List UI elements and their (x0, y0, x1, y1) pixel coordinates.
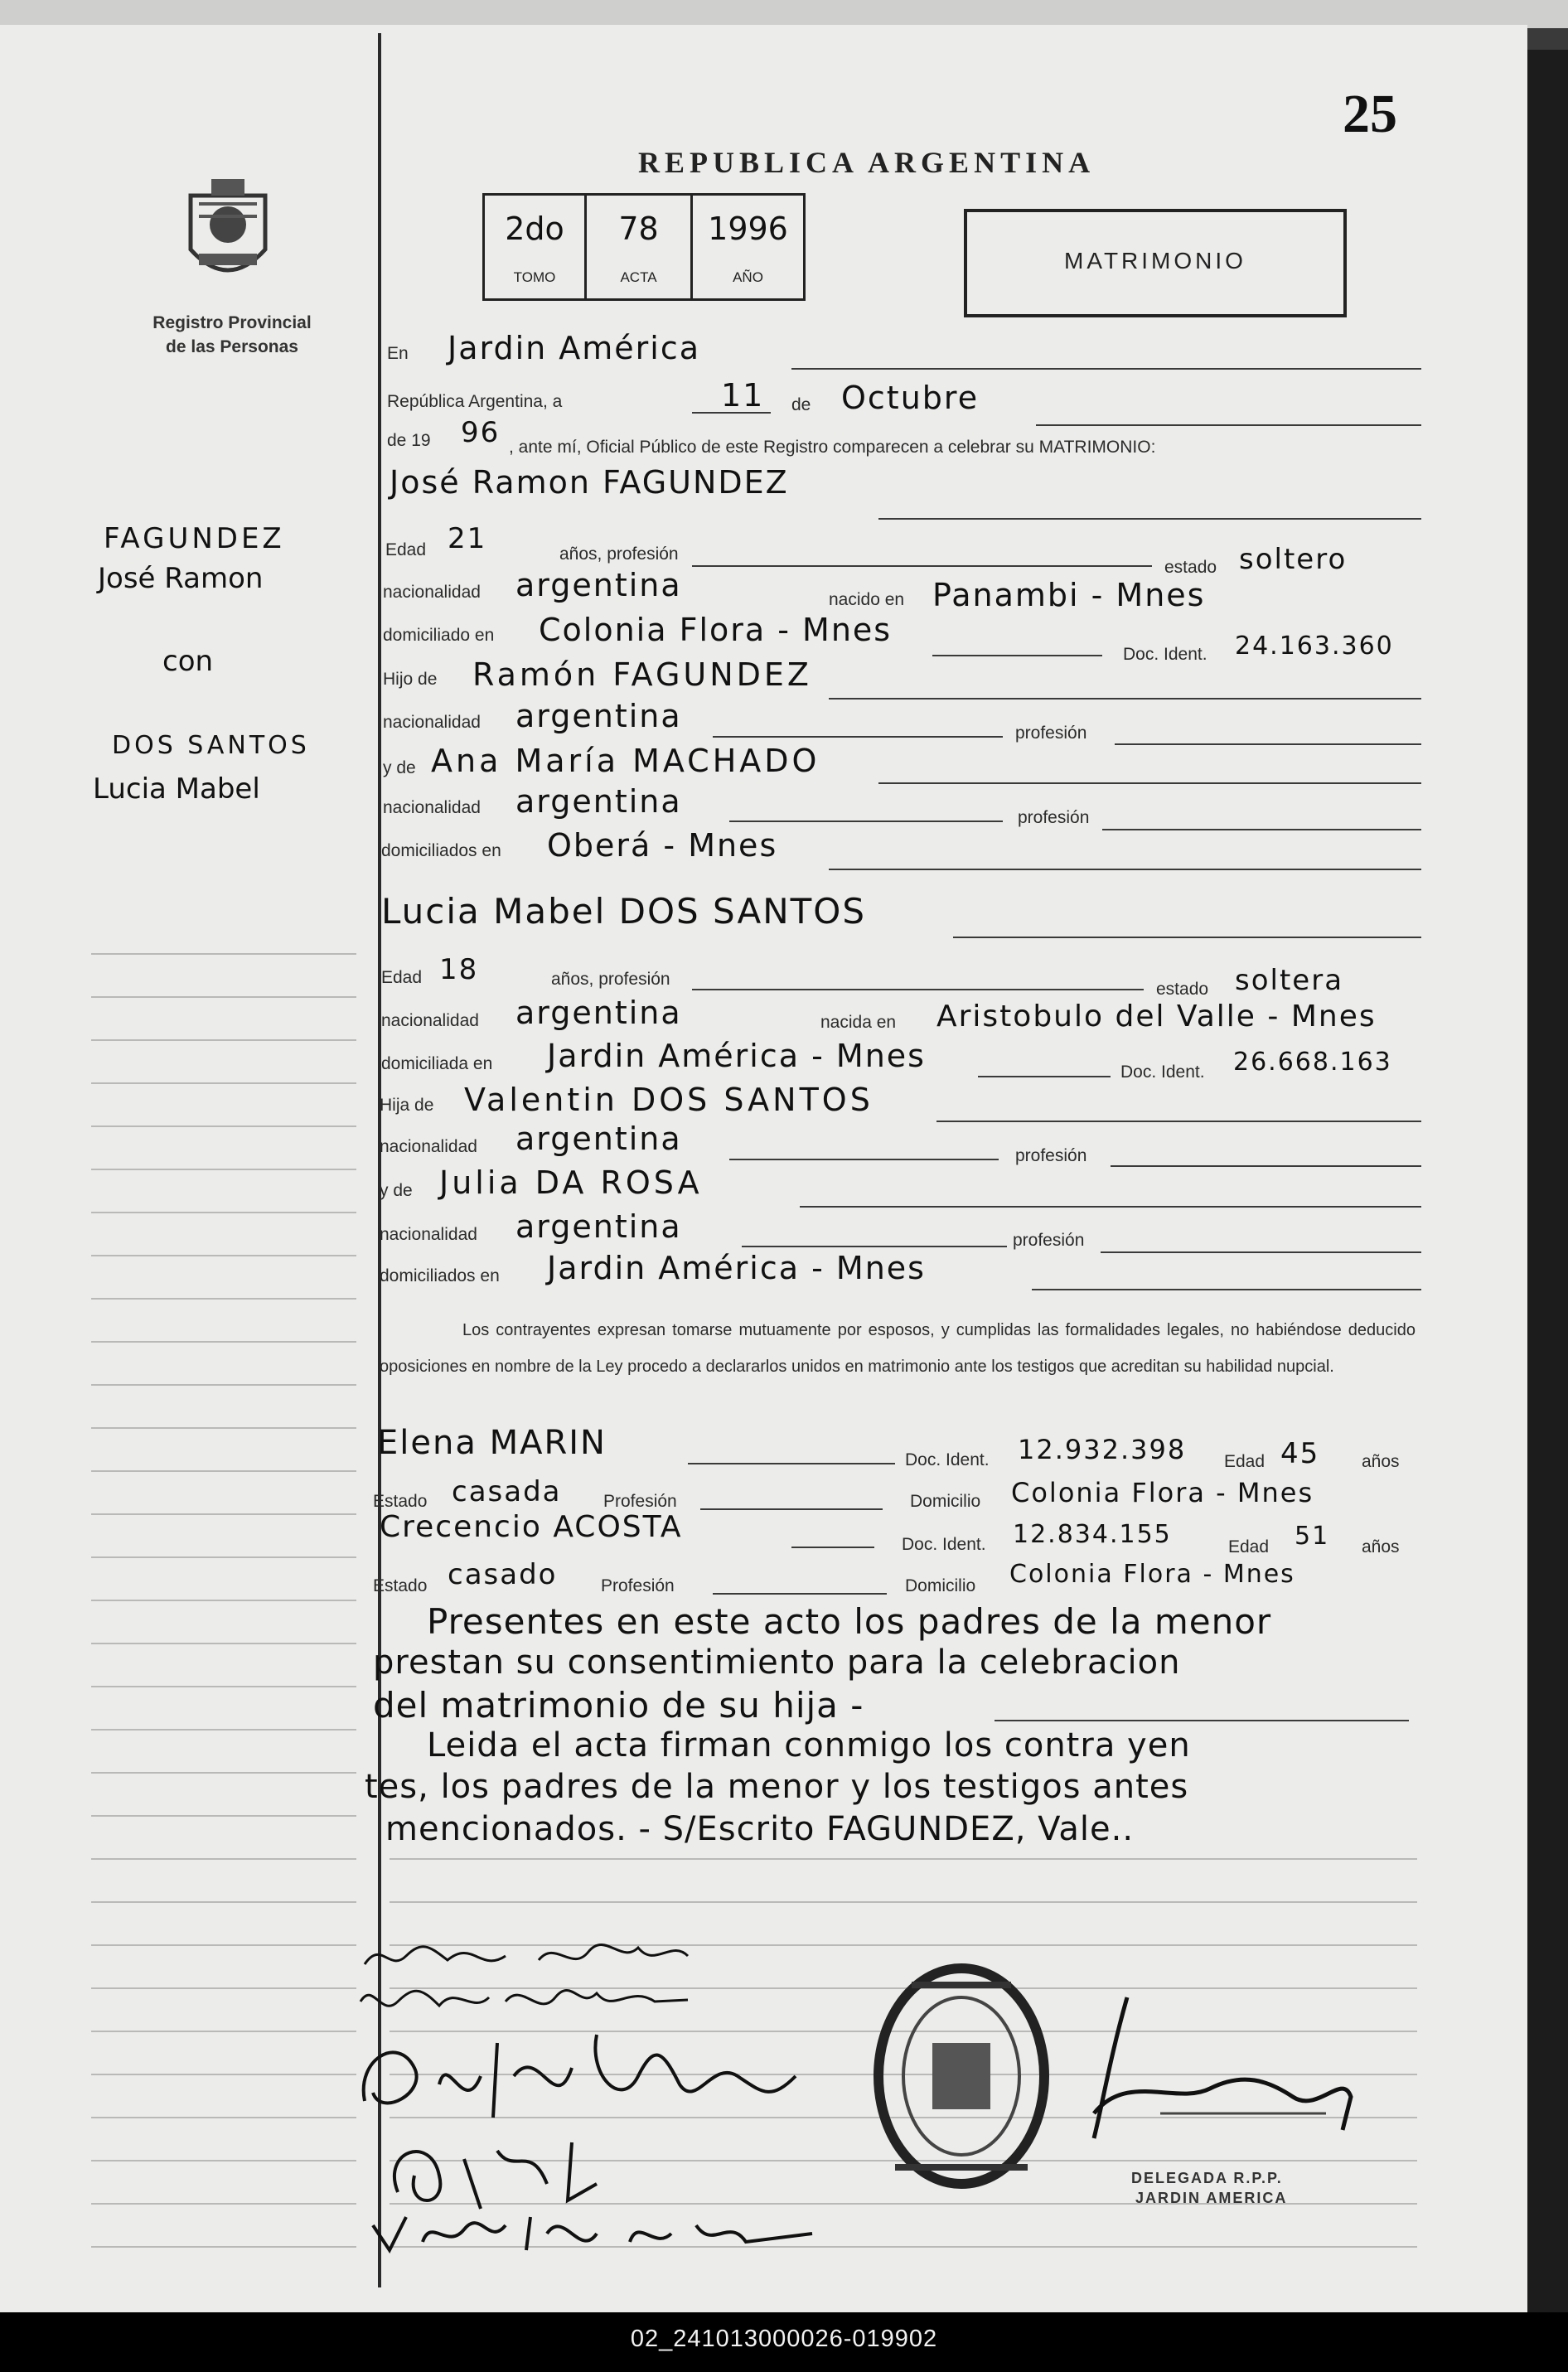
label-doc-bride: Doc. Ident. (1120, 1063, 1205, 1082)
margin-guide-line (91, 2160, 356, 2161)
groom-mother: Ana María MACHADO (431, 743, 820, 779)
bride-domicile-line (978, 1076, 1111, 1077)
witness-2-domicile: Colonia Flora - Mnes (1009, 1560, 1295, 1589)
bride-mother-nat-line (742, 1246, 1007, 1247)
label-estado-witness-1: Estado (373, 1492, 428, 1511)
anio-label: AÑO (733, 269, 763, 285)
groom-mother-line (878, 782, 1421, 784)
groom-name-line (878, 518, 1421, 520)
label-profesion-witness-2: Profesión (601, 1576, 675, 1595)
margin-guide-line (91, 2246, 356, 2248)
label-nac-groom-mother: nacionalidad (383, 798, 481, 817)
margin-guide-line (91, 2203, 356, 2205)
city-line (791, 368, 1421, 370)
label-prof-groom-mother: profesión (1018, 808, 1090, 827)
margin-guide-line (91, 1039, 356, 1041)
note-line-2: prestan su consentimiento para la celebracion (373, 1643, 1181, 1682)
country-heading: REPUBLICA ARGENTINA (638, 146, 1096, 179)
margin-guide-line (91, 1987, 356, 1989)
margin-guide-line (91, 1255, 356, 1256)
margin-guide-line (91, 1298, 356, 1300)
label-hijo-de: Hijo de (383, 670, 438, 689)
record-type-box (964, 209, 1347, 317)
acta-cell (587, 196, 693, 298)
margin-guide-line (91, 1341, 356, 1343)
margin-guide-line (91, 1125, 356, 1127)
seal-place-label: JARDIN AMERICA (1135, 2190, 1288, 2206)
bride-profession-line (692, 989, 1144, 990)
bride-parents-dom-line (1032, 1289, 1421, 1290)
groom-age: 21 (448, 522, 487, 555)
margin-guide-line (91, 1643, 356, 1644)
witness-1-age: 45 (1280, 1437, 1320, 1470)
margin-guide-line (91, 1686, 356, 1687)
witness-2-name: Crecencio ACOSTA (380, 1510, 683, 1544)
label-doc-groom: Doc. Ident. (1123, 645, 1207, 664)
bride-mother-line (800, 1206, 1421, 1208)
margin-guide-line (91, 1815, 356, 1817)
margin-surname-groom: FAGUNDEZ (104, 522, 285, 555)
bride-father-nationality: argentina (515, 1121, 682, 1157)
signature-bride (356, 1977, 704, 2026)
groom-father-line (829, 698, 1421, 699)
margin-name-bride: Lucia Mabel (93, 772, 260, 806)
margin-guide-line (91, 1944, 356, 1946)
margin-name-groom: José Ramon (98, 562, 264, 595)
label-domicilio-witness-1: Domicilio (910, 1492, 981, 1511)
witness-2-name-line (791, 1547, 874, 1548)
page-stack-edge (0, 0, 1568, 28)
coat-of-arms-icon (174, 171, 282, 295)
margin-guide-line (91, 1858, 356, 1860)
label-domiciliados-groom: domiciliados en (381, 841, 501, 860)
label-nac-bride-father: nacionalidad (380, 1137, 477, 1156)
bride-name-line (953, 937, 1421, 938)
label-edad-witness-1: Edad (1224, 1452, 1266, 1471)
bride-father: Valentin DOS SANTOS (464, 1082, 874, 1118)
label-doc-witness-1: Doc. Ident. (905, 1450, 990, 1469)
registry-label (124, 311, 340, 359)
page-number: 25 (1343, 84, 1397, 144)
label-anos-witness-1: años (1362, 1452, 1400, 1471)
note-line-1: Presentes en este acto los padres de la menor (427, 1601, 1272, 1642)
bride-parents-domicile: Jardin América - Mnes (547, 1250, 926, 1286)
witness-2-estado: casado (448, 1558, 558, 1591)
margin-guide-line (91, 996, 356, 998)
margin-guide-line (91, 1556, 356, 1558)
seal-delegate-label: DELEGADA R.P.P. (1131, 2170, 1283, 2186)
groom-domicile-line (932, 655, 1102, 656)
groom-profession-line (692, 565, 1152, 567)
label-estado-witness-2: Estado (373, 1576, 428, 1595)
bride-nationality: argentina (515, 995, 682, 1031)
label-edad-witness-2: Edad (1228, 1537, 1270, 1556)
body-guide-line (390, 1858, 1417, 1860)
label-anos-witness-2: años (1362, 1537, 1400, 1556)
label-doc-witness-2: Doc. Ident. (902, 1535, 986, 1554)
groom-estado: soltero (1239, 543, 1348, 576)
groom-domicile: Colonia Flora - Mnes (539, 612, 893, 648)
label-y-de-groom: y de (383, 758, 416, 777)
label-anos-profesion-bride: años, profesión (551, 970, 670, 989)
groom-parents-domicile: Oberá - Mnes (547, 827, 778, 864)
note-line-3-fill (995, 1720, 1409, 1721)
margin-guide-line (91, 1384, 356, 1386)
label-ante-mi: , ante mí, Oficial Público de este Registro comparecen a celebrar su MATRIMONIO: (509, 438, 1156, 457)
note-line-6: mencionados. - S/Escrito FAGUNDEZ, Vale.. (385, 1810, 1135, 1848)
tomo-cell (485, 196, 587, 298)
bride-father-prof-line (1111, 1165, 1421, 1167)
registry-line-2: de las Personas (166, 337, 298, 356)
groom-mother-nat-line (729, 821, 1003, 822)
groom-mother-prof-line (1102, 829, 1421, 830)
margin-guide-line (91, 1470, 356, 1472)
signature-official (1077, 1989, 1376, 2171)
groom-doc: 24.163.360 (1235, 632, 1394, 661)
label-prof-bride-father: profesión (1015, 1146, 1087, 1165)
label-anos-profesion-groom: años, profesión (559, 545, 679, 564)
witness-1-name-line (688, 1463, 895, 1464)
page-shadow (1527, 50, 1568, 2337)
label-edad-groom: Edad (385, 540, 427, 559)
volume-box (482, 193, 806, 301)
label-prof-groom-father: profesión (1015, 724, 1087, 743)
tomo-label: TOMO (513, 269, 556, 285)
acta-value: 78 (618, 211, 659, 247)
witness-1-name: Elena MARIN (377, 1424, 607, 1462)
witness-1-domicile: Colonia Flora - Mnes (1011, 1477, 1314, 1508)
tomo-value: 2do (505, 211, 564, 247)
margin-guide-line (91, 953, 356, 955)
bride-mother-nationality: argentina (515, 1208, 682, 1245)
label-en: En (387, 344, 409, 363)
record-type: MATRIMONIO (1064, 248, 1246, 274)
witness-2-doc: 12.834.155 (1013, 1520, 1172, 1549)
margin-guide-line (91, 1427, 356, 1429)
signature-father (365, 2200, 829, 2267)
note-line-4: Leida el acta firman conmigo los contra yen (427, 1726, 1191, 1764)
registry-line-1: Registro Provincial (152, 313, 312, 332)
label-prof-bride-mother: profesión (1013, 1231, 1085, 1250)
margin-guide-line (91, 1600, 356, 1601)
bride-doc: 26.668.163 (1233, 1048, 1392, 1077)
label-nac-groom-father: nacionalidad (383, 713, 481, 732)
label-profesion-witness-1: Profesión (603, 1492, 677, 1511)
label-de: de (791, 395, 811, 414)
margin-guide-line (91, 1212, 356, 1213)
note-line-3: del matrimonio de su hija - (373, 1685, 864, 1726)
bride-father-nat-line (729, 1159, 999, 1160)
bride-mother-prof-line (1101, 1251, 1421, 1253)
groom-birthplace: Panambi - Mnes (932, 577, 1206, 613)
label-de-19: de 19 (387, 431, 431, 450)
bride-estado: soltera (1235, 964, 1344, 997)
groom-name: José Ramon FAGUNDEZ (390, 464, 789, 501)
witness-1-estado: casada (452, 1475, 562, 1508)
signature-groom (356, 1931, 787, 1981)
label-estado-groom: estado (1164, 558, 1217, 577)
bride-age: 18 (439, 953, 479, 986)
label-estado-bride: estado (1156, 980, 1209, 999)
label-nacionalidad-bride: nacionalidad (381, 1011, 479, 1030)
margin-guide-line (91, 1901, 356, 1903)
year-suffix-value: 96 (461, 416, 501, 449)
margin-guide-line (91, 2031, 356, 2032)
margin-con: con (162, 645, 214, 678)
bride-father-line (936, 1121, 1421, 1122)
margin-guide-line (91, 2074, 356, 2075)
label-republica-a: República Argentina, a (387, 392, 563, 411)
label-edad-bride: Edad (381, 968, 423, 987)
label-hija-de: Hija de (380, 1096, 434, 1115)
margin-guide-line (91, 1169, 356, 1170)
declaration-text: Los contrayentes expresan tomarse mutuamente por esposos, y cumplidas las formalidades legales, no habiéndose deducido oposiciones en nombre de la Ley procedo a declararlos unidos en matrimonio ante los testigos que acreditan su habilidad nupcial. (380, 1321, 1416, 1376)
day-value: 11 (721, 377, 765, 414)
label-nac-bride-mother: nacionalidad (380, 1225, 477, 1244)
bride-birthplace: Aristobulo del Valle - Mnes (936, 1000, 1377, 1034)
month-value: Octubre (841, 380, 980, 416)
month-line (1036, 424, 1421, 426)
signature-mother (348, 2026, 812, 2134)
witness-1-prof-line (700, 1508, 883, 1510)
label-domiciliada-bride: domiciliada en (381, 1054, 493, 1073)
note-line-5: tes, los padres de la menor y los testigos antes (365, 1768, 1189, 1806)
groom-father: Ramón FAGUNDEZ (472, 656, 812, 693)
anio-value: 1996 (708, 211, 788, 247)
margin-guide-line (91, 1772, 356, 1774)
label-nacida-en: nacida en (820, 1013, 897, 1032)
groom-nationality: argentina (515, 567, 682, 603)
label-domiciliados-bride: domiciliados en (380, 1266, 500, 1285)
label-y-de-bride: y de (380, 1181, 413, 1200)
witness-1-doc: 12.932.398 (1018, 1434, 1187, 1465)
groom-mother-nationality: argentina (515, 783, 682, 820)
margin-guide-line (91, 1513, 356, 1515)
official-seal-icon (862, 1952, 1061, 2200)
groom-father-nat-line (713, 736, 1003, 738)
label-domicilio-witness-2: Domicilio (905, 1576, 976, 1595)
acta-label: ACTA (620, 269, 657, 285)
city-value: Jardin América (448, 330, 701, 366)
margin-surname-bride: DOS SANTOS (112, 731, 310, 760)
anio-cell (693, 196, 803, 298)
margin-guide-line (91, 2117, 356, 2118)
margin-guide-line (91, 1082, 356, 1084)
bride-mother: Julia DA ROSA (439, 1164, 703, 1201)
bride-name: Lucia Mabel DOS SANTOS (381, 891, 866, 932)
label-domiciliado-groom: domiciliado en (383, 626, 495, 645)
bride-domicile: Jardin América - Mnes (547, 1038, 926, 1074)
groom-parents-dom-line (829, 869, 1421, 870)
label-nacionalidad-groom: nacionalidad (383, 583, 481, 602)
scan-caption: 02_241013000026-019902 (630, 2326, 938, 2352)
witness-2-prof-line (713, 1593, 887, 1595)
witness-2-age: 51 (1295, 1522, 1330, 1551)
label-nacido-en: nacido en (829, 590, 905, 609)
groom-father-prof-line (1115, 743, 1421, 745)
body-guide-line (390, 1901, 1417, 1903)
groom-father-nationality: argentina (515, 698, 682, 734)
margin-guide-line (91, 1729, 356, 1731)
